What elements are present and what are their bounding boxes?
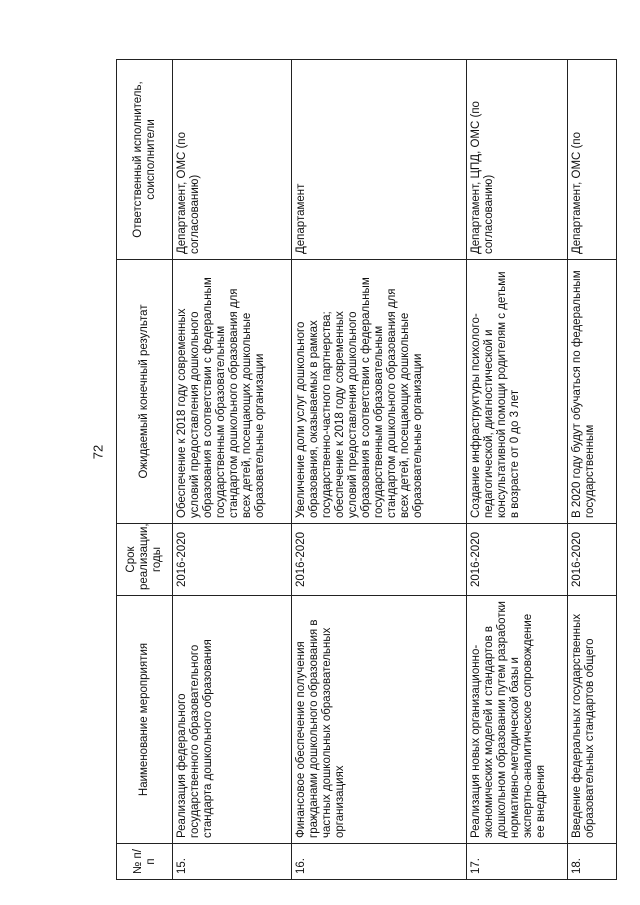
cell-name: Реализация федерального государственного образовательного стандарта дошкольного образования [173, 596, 292, 844]
table-row [173, 60, 292, 880]
cell-result: Увеличение доли услуг дошкольного образования, оказываемых в рамках государственно-частного партнерства; обеспечение к 2018 году современных условий предоставления дошкольного образования в соответствии с федеральным государственным образовательным стандартом дошкольного образования для всех детей, посещающих дошкольные образовательные организации [292, 260, 467, 524]
page-number: 72 [90, 444, 106, 460]
cell-num: 18. [568, 844, 617, 880]
rotated-table-container [116, 60, 616, 880]
table-row [467, 60, 568, 880]
cell-num: 17. [467, 844, 568, 880]
cell-responsible: Департамент [292, 60, 467, 260]
header-num: № п/п [117, 844, 173, 880]
rotated-table-area [116, 60, 616, 880]
cell-term: 2016-2020 [292, 524, 467, 596]
cell-num: 16. [292, 844, 467, 880]
header-result: Ожидаемый конечный результат [117, 260, 173, 524]
cell-num: 15. [173, 844, 292, 880]
cell-result: В 2020 году будут обучаться по федеральным государственным [568, 260, 617, 524]
cell-responsible: Департамент, ЦПД, ОМС (по согласованию) [467, 60, 568, 260]
cell-result: Обеспечение к 2018 году современных условий предоставления дошкольного образования в соответствии с федеральным государственным образовательным стандартом дошкольного образования для всех детей, посещающих дошкольные образовательные организации [173, 260, 292, 524]
cell-term: 2016-2020 [568, 524, 617, 596]
table-header-row [117, 60, 173, 880]
cell-name: Реализация новых организационно-экономических моделей и стандартов в дошкольном образовании путем разработки нормативно-методической базы и экспертно-аналитическое сопровождение ее внедрения [467, 596, 568, 844]
cell-responsible: Департамент, ОМС (по [568, 60, 617, 260]
cell-term: 2016-2020 [467, 524, 568, 596]
header-name: Наименование мероприятия [117, 596, 173, 844]
header-responsible: Ответственный исполнитель, соисполнители [117, 60, 173, 260]
header-term: Срок реализации, годы [117, 524, 173, 596]
table-row [292, 60, 467, 880]
cell-name: Введение федеральных государственных образовательных стандартов общего [568, 596, 617, 844]
cell-term: 2016-2020 [173, 524, 292, 596]
cell-result: Создание инфраструктуры психолого-педагогической, диагностической и консультативной помощи родителям с детьми в возрасте от 0 до 3 лет [467, 260, 568, 524]
table-row [568, 60, 617, 880]
cell-name: Финансовое обеспечение получения гражданами дошкольного образования в частных дошкольных образовательных организациях [292, 596, 467, 844]
plan-table [116, 59, 617, 880]
cell-responsible: Департамент, ОМС (по согласованию) [173, 60, 292, 260]
